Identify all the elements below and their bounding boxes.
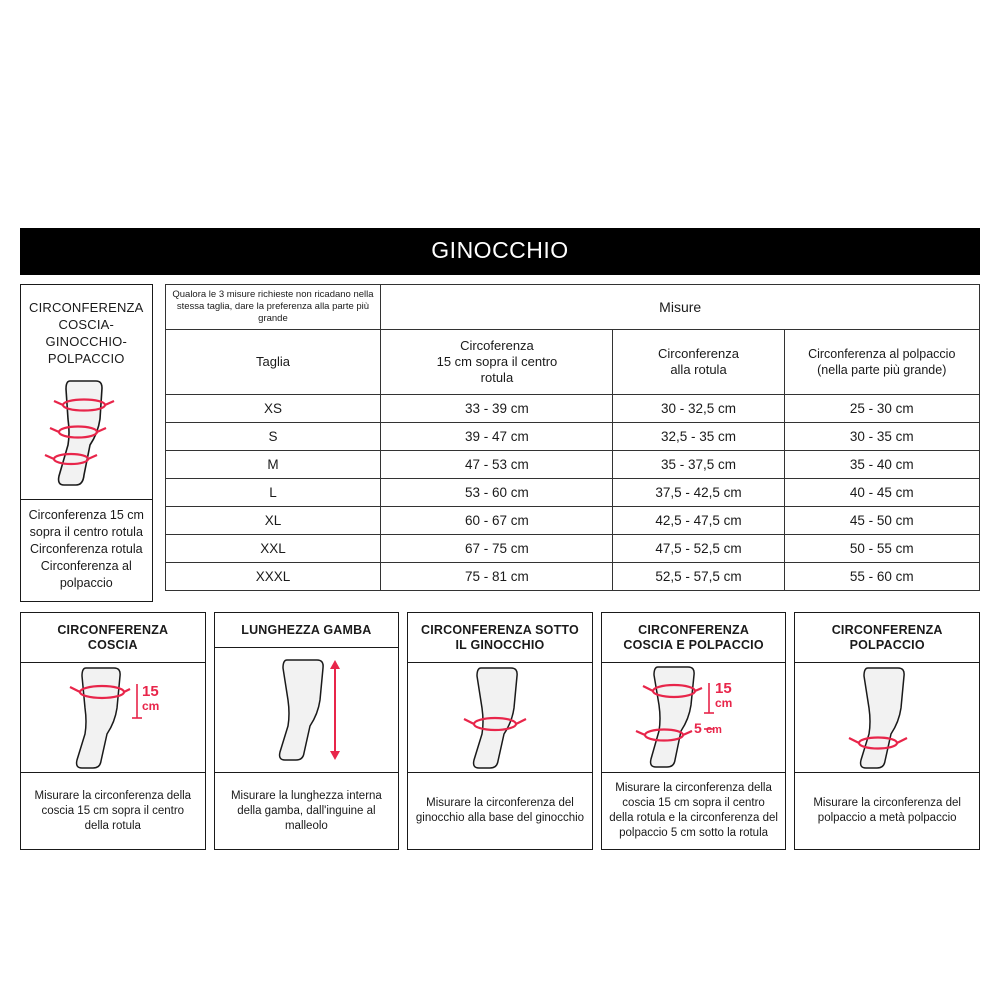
cell-calf: 30 - 35 cm (784, 423, 979, 451)
cell-calf: 55 - 60 cm (784, 563, 979, 591)
card-label-secondary: cm (141, 698, 160, 713)
card-caption: Misurare la circonferenza della coscia 15 cm sopra il centro della rotula e la circonferenza del polpaccio 5 cm sotto la rotula (609, 781, 778, 839)
header-calf-line2: (nella parte più grande) (817, 363, 947, 377)
legend-caption-line2: Circonferenza rotula (30, 542, 143, 556)
legend-figure (21, 373, 152, 499)
header-thigh (381, 330, 613, 395)
measurement-card-below-knee (407, 612, 593, 850)
legend-title (21, 285, 152, 373)
table-note: Qualora le 3 misure richieste non ricadano nella stessa taglia, dare la preferenza alla parte più grande (165, 285, 381, 330)
measurement-card-thigh (20, 612, 206, 850)
header-knee-line1: Circonferenza (658, 346, 739, 361)
card-title-line2: POLPACCIO (849, 638, 925, 652)
upper-section (20, 284, 980, 602)
cell-calf: 25 - 30 cm (784, 395, 979, 423)
thigh-circumference-diagram-icon (38, 662, 188, 773)
card-title (408, 613, 592, 662)
cell-calf: 35 - 40 cm (784, 451, 979, 479)
size-chart-sheet (20, 228, 980, 850)
header-calf (784, 330, 979, 395)
header-thigh-line3: rotula (480, 370, 514, 385)
cell-size: S (165, 423, 381, 451)
card-label-primary: 15 (141, 682, 159, 700)
cell-thigh: 67 - 75 cm (381, 535, 613, 563)
cell-thigh: 75 - 81 cm (381, 563, 613, 591)
card-figure (602, 662, 786, 773)
card-figure (408, 662, 592, 773)
card-title-line1: LUNGHEZZA GAMBA (241, 623, 372, 637)
card-title (795, 613, 979, 662)
measurement-card-leg-length (214, 612, 400, 850)
legend-caption (21, 500, 152, 601)
card-label-secondary: cm (714, 696, 732, 711)
card-title-line1: CIRCONFERENZA (57, 623, 169, 637)
card-title (215, 613, 399, 647)
card-caption: Misurare la circonferenza del polpaccio a metà polpaccio (813, 797, 961, 824)
card-caption: Misurare la lunghezza interna della gamba, dall'inguine al malleolo (230, 789, 382, 832)
card-figure (215, 647, 399, 773)
cell-thigh: 33 - 39 cm (381, 395, 613, 423)
card-caption: Misurare la circonferenza del ginocchio alla base del ginocchio (415, 797, 585, 824)
card-figure (795, 662, 979, 773)
cell-calf: 50 - 55 cm (784, 535, 979, 563)
page-title: GINOCCHIO (20, 228, 980, 275)
cell-knee: 52,5 - 57,5 cm (613, 563, 784, 591)
cell-thigh: 53 - 60 cm (381, 479, 613, 507)
card-label-third: 5 (693, 720, 702, 737)
leg-length-diagram-icon (231, 654, 381, 766)
card-title (602, 613, 786, 662)
cell-thigh: 60 - 67 cm (381, 507, 613, 535)
table-row (165, 479, 979, 507)
card-label-fourth: cm (705, 724, 722, 737)
legend-title-line1: CIRCONFERENZA (29, 300, 144, 315)
sizes-table-wrapper (165, 284, 980, 591)
table-row (165, 507, 979, 535)
table-row (165, 535, 979, 563)
table-group-header: Misure (381, 285, 980, 330)
cell-thigh: 47 - 53 cm (381, 451, 613, 479)
card-title (21, 613, 205, 662)
cell-calf: 40 - 45 cm (784, 479, 979, 507)
cell-knee: 32,5 - 35 cm (613, 423, 784, 451)
card-title-line1: CIRCONFERENZA SOTTO (421, 623, 579, 637)
legend-card (20, 284, 153, 602)
thigh-and-calf-circumference-diagram-icon (614, 662, 774, 773)
cell-knee: 47,5 - 52,5 cm (613, 535, 784, 563)
sizes-table (165, 284, 980, 591)
table-header-row (165, 330, 979, 395)
card-title-line2: COSCIA E POLPACCIO (623, 638, 764, 652)
cell-knee: 35 - 37,5 cm (613, 451, 784, 479)
card-title-line1: CIRCONFERENZA (638, 623, 750, 637)
card-title-line2: COSCIA (87, 638, 138, 652)
cell-calf: 45 - 50 cm (784, 507, 979, 535)
calf-circumference-diagram-icon (812, 662, 962, 773)
measurement-card-thigh-and-calf (601, 612, 787, 850)
cell-size: XL (165, 507, 381, 535)
cell-thigh: 39 - 47 cm (381, 423, 613, 451)
card-caption: Misurare la circonferenza della coscia 15 cm sopra il centro della rotula (34, 789, 192, 832)
cell-knee: 42,5 - 47,5 cm (613, 507, 784, 535)
card-title-line2: IL GINOCCHIO (455, 638, 545, 652)
header-size: Taglia (165, 330, 381, 395)
table-row (165, 395, 979, 423)
table-row (165, 563, 979, 591)
legend-title-line2: COSCIA-GINOCCHIO-POLPACCIO (45, 317, 127, 366)
table-row (165, 451, 979, 479)
below-knee-circumference-diagram-icon (425, 662, 575, 773)
cell-size: XXL (165, 535, 381, 563)
card-figure (21, 662, 205, 773)
card-title-line1: CIRCONFERENZA (831, 623, 943, 637)
cell-size: L (165, 479, 381, 507)
table-note-row (165, 285, 979, 330)
cell-knee: 30 - 32,5 cm (613, 395, 784, 423)
cell-size: M (165, 451, 381, 479)
header-calf-line1: Circonferenza al polpaccio (808, 347, 956, 361)
cell-size: XS (165, 395, 381, 423)
header-knee-line2: alla rotula (670, 362, 727, 377)
legend-caption-line1: Circonferenza 15 cm sopra il centro rotula (28, 508, 144, 539)
cell-size: XXXL (165, 563, 381, 591)
header-thigh-line1: Circoferenza (460, 338, 534, 353)
header-knee (613, 330, 784, 395)
cell-knee: 37,5 - 42,5 cm (613, 479, 784, 507)
measurement-cards (20, 612, 980, 850)
sizes-table-body (165, 395, 979, 591)
table-row (165, 423, 979, 451)
leg-measure-diagram-icon (26, 375, 146, 493)
legend-caption-line3: Circonferenza al polpaccio (40, 559, 132, 590)
card-label-primary: 15 (714, 680, 732, 698)
measurement-card-calf (794, 612, 980, 850)
header-thigh-line2: 15 cm sopra il centro (436, 354, 558, 369)
